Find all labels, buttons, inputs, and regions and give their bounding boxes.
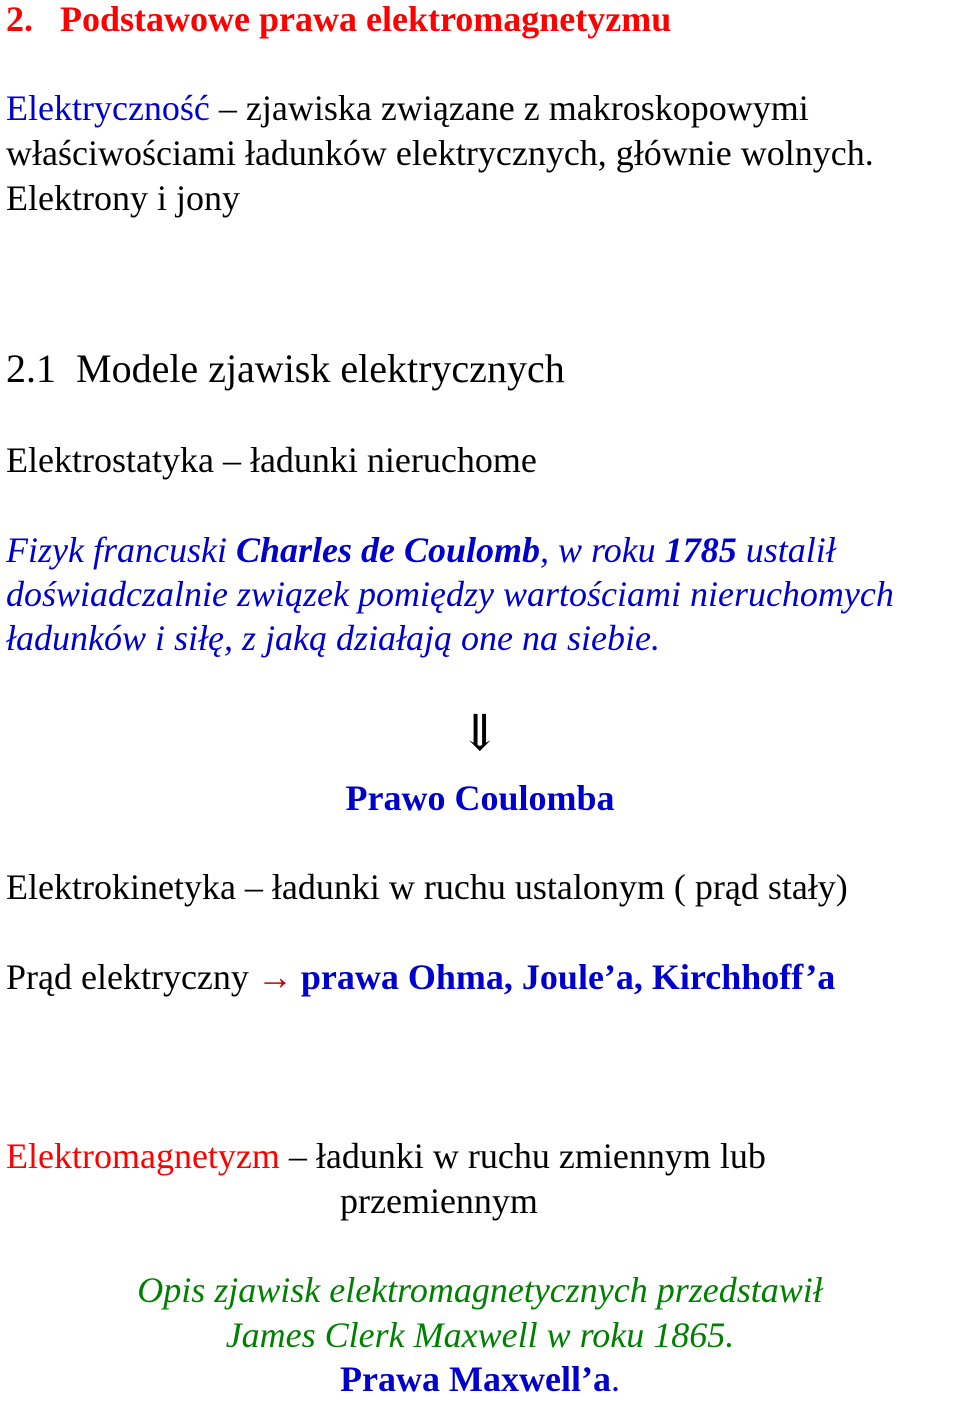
section-text: Modele zjawisk elektrycznych	[76, 346, 565, 391]
coulomb-line-1	[6, 528, 836, 572]
maxwell-laws-line	[0, 1357, 960, 1401]
intro-line-2: właściwościami ładunków elektrycznych, głównie wolnych.	[6, 133, 874, 173]
coulomb-text-c: ustalił	[736, 530, 836, 570]
section-number: 2.1	[6, 346, 56, 391]
page-title	[6, 0, 671, 41]
maxwell-laws: Prawa Maxwell’a	[340, 1359, 611, 1399]
intro-desc-1: – zjawiska związane z makroskopowymi	[218, 88, 809, 128]
intro-line-1	[6, 86, 809, 130]
electromagnetism-line-2: przemiennym	[340, 1181, 538, 1221]
current-laws: prawa Ohma, Joule’a, Kirchhoff’a	[300, 957, 836, 997]
maxwell-line-1: Opis zjawisk elektromagnetycznych przedstawił	[137, 1270, 823, 1310]
implies-arrow-icon: ⇓	[459, 705, 501, 761]
electrostatics-term: Elektrostatyka	[6, 440, 214, 480]
electrostatics-desc: – ładunki nieruchome	[222, 440, 537, 480]
electrostatics-line	[6, 438, 537, 482]
electrokinetics-desc: – ładunki w ruchu ustalonym ( prąd stały)	[244, 867, 848, 907]
title-text: Podstawowe prawa elektromagnetyzmu	[60, 0, 672, 39]
coulomb-law-heading: Prawo Coulomba	[345, 778, 615, 818]
coulomb-year: 1785	[664, 530, 737, 570]
electrokinetics-line	[6, 865, 848, 909]
electromagnetism-line-1	[6, 1134, 766, 1178]
maxwell-line-2: James Clerk Maxwell w roku 1865.	[225, 1315, 735, 1355]
coulomb-text-a: Fizyk francuski	[6, 530, 236, 570]
electrokinetics-term: Elektrokinetyka	[6, 867, 236, 907]
current-label: Prąd elektryczny	[6, 957, 249, 997]
coulomb-line-2: doświadczalnie związek pomiędzy wartościami nieruchomych	[6, 574, 894, 614]
electricity-term: Elektryczność	[6, 88, 210, 128]
right-arrow-icon: →	[256, 957, 293, 997]
coulomb-line-3: ładunków i siłę, z jaką działają one na siebie.	[6, 618, 660, 658]
intro-line-3: Elektrony i jony	[6, 178, 240, 218]
electromagnetism-term: Elektromagnetyzm	[6, 1136, 280, 1176]
current-line	[6, 955, 835, 999]
maxwell-period: .	[610, 1359, 620, 1399]
coulomb-name: Charles de Coulomb	[235, 530, 541, 570]
section-heading	[6, 345, 565, 393]
title-number: 2.	[6, 0, 33, 39]
coulomb-text-b: , w roku	[540, 530, 665, 570]
electromagnetism-desc-1: – ładunki w ruchu zmiennym lub	[288, 1136, 766, 1176]
